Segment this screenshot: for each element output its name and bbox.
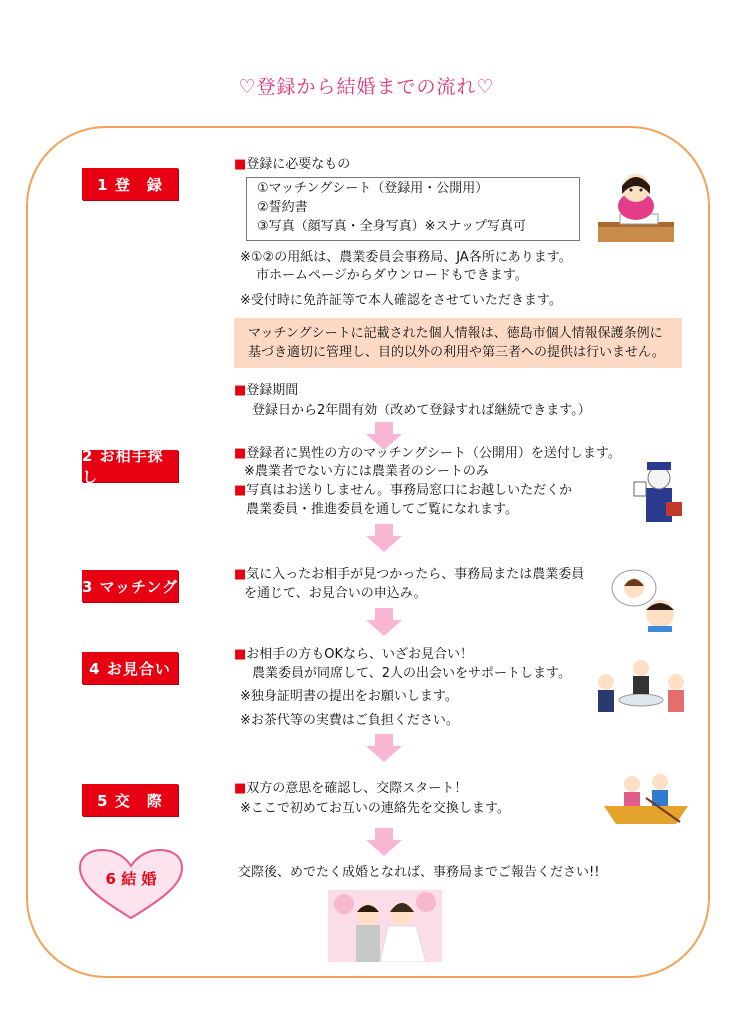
bullet-square-icon: ■ [234,781,247,796]
studying-girl-icon [596,166,676,244]
bullet-square-icon: ■ [234,483,247,498]
step2-note: ※農業者でない方には農業者のシートのみ [244,464,489,479]
down-arrow-icon [366,828,402,856]
step2-send-sheet: ■登録者に異性の方のマッチングシート（公開用）を送付します。 [234,446,621,461]
bullet-square-icon: ■ [234,647,247,662]
mail-carrier-icon [632,458,686,528]
step4-line1: ■お相手の方もOKなら、いざお見合い！ [234,647,474,662]
step4-line4: ※お茶代等の実費はご負担ください。 [240,713,459,728]
down-arrow-icon [366,524,402,552]
bullet-square-icon: ■ [234,383,247,398]
thinking-couple-icon [604,566,684,632]
step4-line2: 農業委員が同席して、2人の出会いをサポートします。 [252,666,571,681]
step4-line3: ※独身証明書の提出をお願いします。 [240,689,458,704]
form-location-note: ※①②の用紙は、農業委員会事務局、JA各所にあります。 [240,250,572,265]
step-2-badge: 2 お相手探し [82,450,178,482]
down-arrow-icon [366,608,402,636]
id-check-note: ※受付時に免許証等で本人確認をさせていただきます。 [240,293,562,308]
step3-line1: ■気に入ったお相手が見つかったら、事務局または農業委員 [234,567,585,582]
required-items-box [246,177,580,241]
step-6-badge: 6 結 婚 [105,870,157,888]
step5-line2: ※ここで初めてお互いの連絡先を交換します。 [240,801,510,816]
bullet-square-icon: ■ [234,446,247,461]
required-item: ①マッチングシート（登録用・公開用） [257,181,489,196]
step-3-badge: 3 マッチング [82,570,178,602]
step6-line1: 交際後、めでたく成婚となれば、事務局までご報告ください!! [238,865,600,880]
step5-line1: ■双方の意思を確認し、交際スタート！ [234,781,468,796]
bullet-square-icon: ■ [234,157,247,172]
download-note: 市ホームページからダウンロードもできます。 [256,268,528,283]
omiai-meeting-icon [594,656,688,718]
page-title: ♡登録から結婚までの流れ♡ [238,76,495,98]
step-5-badge: 5 交 際 [82,784,178,816]
step-1-badge: 1 登 録 [82,168,178,200]
required-items-heading: ■登録に必要なもの [234,157,351,172]
down-arrow-icon [366,734,402,762]
rowing-couple-icon [602,768,690,828]
step3-line2: を通じて、お見合いの申込み。 [244,586,427,601]
step2-photo: ■写真はお送りしません。事務局窓口にお越しいただくか [234,483,573,498]
required-item: ③写真（顔写真・全身写真）※スナップ写真可 [257,219,527,234]
wedding-couple-icon [328,890,442,962]
step-4-badge: 4 お見合い [82,652,178,684]
step2-view: 農業委員・推進委員を通してご覧になれます。 [246,502,518,517]
period-text: 登録日から2年間有効（改めて登録すれば継続できます。） [252,403,591,418]
period-heading: ■登録期間 [234,383,299,398]
required-item: ②誓約書 [257,200,308,215]
privacy-notice: マッチングシートに記載された個人情報は、徳島市個人情報保護条例に 基づき適切に管理し、目的以外の利用や第三者への提供は行いません。 [234,318,682,368]
bullet-square-icon: ■ [234,567,247,582]
